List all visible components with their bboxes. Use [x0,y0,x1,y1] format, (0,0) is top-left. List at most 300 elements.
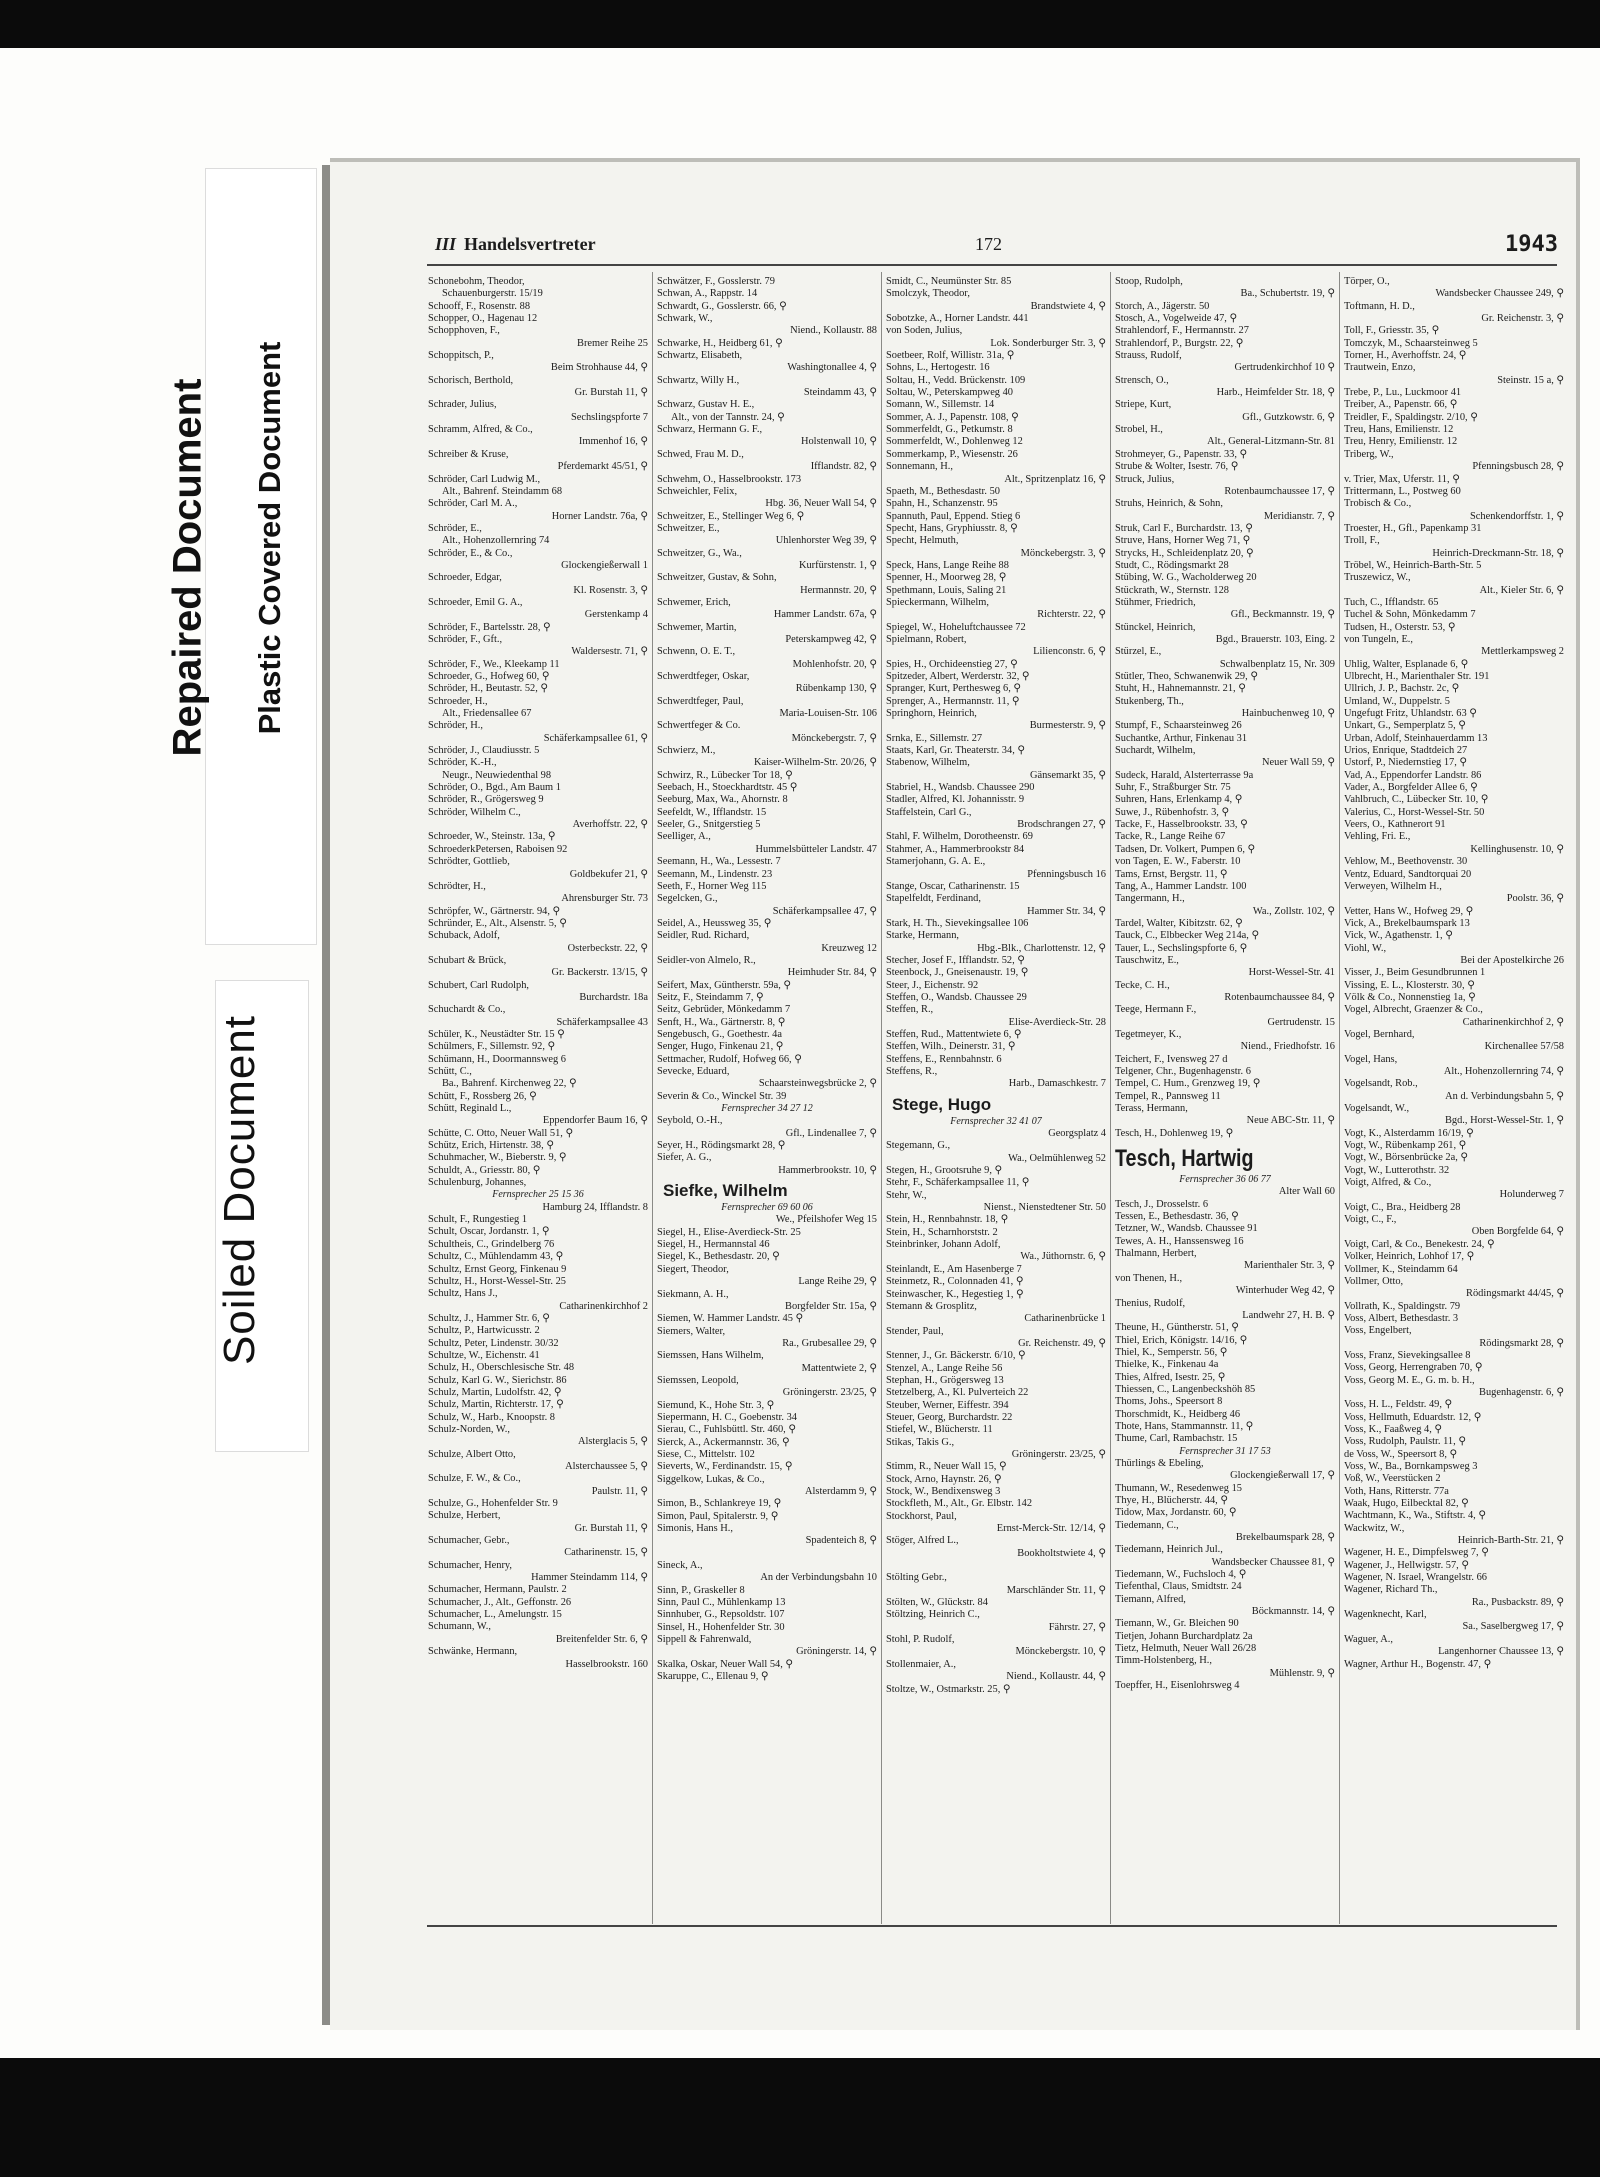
directory-entry-line: Tomczyk, M., Schaarsteinweg 5 [1344,337,1478,349]
directory-entry-line: Schröpfer, W., Gärtnerstr. 94, ⚲ [428,905,561,917]
directory-entry-line: Hasselbrookstr. 160 [565,1658,648,1670]
directory-entry-line: Alt., Spritzenplatz 16, ⚲ [1004,473,1106,485]
directory-entry-line: Schultz, H., Horst-Wessel-Str. 25 [428,1275,566,1287]
directory-entry-line: Stenzel, A., Lange Reihe 56 [886,1362,1003,1374]
directory-entry-line: Harb., Damaschkestr. 7 [1008,1078,1106,1090]
directory-entry-line: Springhorn, Heinrich, [886,708,977,720]
directory-entry-line: Hermannstr. 20, ⚲ [800,584,877,596]
directory-entry-line: Thalmann, Herbert, [1115,1248,1197,1260]
directory-entry-line: Hammer Landstr. 67a, ⚲ [773,609,877,621]
directory-entry-line: Gr. Reichenstr. 49, ⚲ [1018,1337,1106,1349]
directory-entry-line: Torner, H., Averhoffstr. 24, ⚲ [1344,350,1467,362]
directory-entry-line: Seyer, H., Rödingsmarkt 28, ⚲ [657,1140,786,1152]
directory-entry-line: Strube & Wolter, Isestr. 76, ⚲ [1115,461,1239,473]
directory-entry-line: Vogel, Albrecht, Graenzer & Co., [1344,1004,1483,1016]
directory-entry-line: Stegen, H., Grootsruhe 9, ⚲ [886,1165,1003,1177]
directory-entry-line: Seeler, G., Snitgerstieg 5 [657,819,761,831]
directory-entry-line: Schultz, Hans J., [428,1288,498,1300]
directory-entry-line: Immenhof 16, ⚲ [578,436,648,448]
directory-entry-line: Langenhorner Chaussee 13, ⚲ [1438,1646,1564,1658]
directory-entry-line: Alsterchaussee 5, ⚲ [565,1461,648,1472]
directory-entry-line: Schwemer, Martin, [657,621,737,633]
directory-entry-line: Brandstwiete 4, ⚲ [1030,300,1106,312]
directory-entry-line: Stühmer, Friedrich, [1115,596,1196,608]
directory-entry-line: Wa., Oelmühlenweg 52 [1008,1152,1106,1164]
directory-entry-line: Stegemann, G., [886,1140,951,1152]
directory-entry-line: Vogt, W., Rübenkamp 261, ⚲ [1344,1140,1467,1152]
directory-entry-line: Stehr, F., Schäferkampsallee 11, ⚲ [886,1177,1030,1189]
directory-entry-line: Skalka, Oskar, Neuer Wall 54, ⚲ [657,1658,794,1670]
directory-entry-line: Sobotzke, A., Horner Landstr. 441 [886,313,1029,325]
directory-entry-line: Tiemann, W., Gr. Bleichen 90 [1115,1618,1239,1630]
directory-entry-line: Averhoffstr. 22, ⚲ [572,819,648,831]
directory-entry-line: Georgsplatz 4 [1048,1128,1106,1140]
directory-entry-line: Schümann, H., Doormannsweg 6 [428,1053,566,1065]
directory-entry-line: Schopper, O., Hagenau 12 [428,313,538,325]
directory-entry-line: Gröningerstr. 23/25, ⚲ [1011,1448,1106,1460]
directory-entry-line: Gfl., Beckmannstr. 19, ⚲ [1230,609,1335,621]
directory-entry-line: Siese, C., Mittelstr. 102 [657,1448,755,1460]
directory-entry-line: Teichert, F., Ivensweg 27 d [1115,1053,1228,1065]
directory-entry-line: An der Verbindungsbahn 10 [760,1572,877,1584]
directory-entry-line: Spethmann, Louis, Saling 21 [886,584,1007,596]
directory-entry-line: Ahrensburger Str. 73 [561,893,648,905]
directory-entry-line: Hammer Str. 34, ⚲ [1027,905,1106,917]
directory-entry-line: Schuhmacher, W., Bieberstr. 9, ⚲ [428,1152,567,1164]
directory-entry-line: Smolczyk, Theodor, [886,288,970,300]
directory-entry-line: Schroeder, G., Hofweg 60, ⚲ [428,671,550,682]
directory-entry-line: Schülmers, F., Sillemstr. 92, ⚲ [428,1041,556,1053]
directory-entry-line: Stübing, W. G., Wacholderweg 20 [1115,572,1257,584]
directory-entry-line: Strauss, Rudolf, [1115,350,1182,362]
directory-entry-line: Stamerjohann, G. A. E., [886,856,986,868]
directory-entry-line: SchroederkPetersen, Raboisen 92 [428,843,568,855]
directory-entry-line: Suhr, F., Straßburger Str. 75 [1115,782,1231,794]
directory-entry-line: Stabriel, H., Wandsb. Chaussee 290 [886,782,1035,794]
directory-entry-line: Neuer Wall 59, ⚲ [1262,757,1335,769]
directory-entry-line: Schramm, Alfred, & Co., [428,424,533,436]
directory-entry-line: Sineck, A., [657,1560,703,1572]
directory-entry-line: Specht, Hans, Gryphiusstr. 8, ⚲ [886,522,1018,534]
directory-entry-line: Spielmann, Robert, [886,633,967,645]
directory-entry-line: Richterstr. 22, ⚲ [1037,609,1106,621]
directory-entry-line: Thume, Carl, Rambachstr. 15 [1115,1433,1238,1445]
directory-entry-line: Schulz, Karl G. W., Sierichstr. 86 [428,1374,567,1386]
directory-entry-line: Wagner, Arthur H., Bogenstr. 47, ⚲ [1344,1658,1492,1670]
directory-entry-line: Ba., Bahrenf. Kirchenweg 22, ⚲ [442,1078,577,1090]
directory-entry-line: Voss, Engelbert, [1344,1325,1412,1337]
directory-entry-line: Seidler-von Almelo, R., [657,954,756,966]
directory-entry-line: Steinlandt, E., Am Hasenberge 7 [886,1263,1022,1275]
directory-entry-line: Alt., von der Tannstr. 24, ⚲ [671,411,785,423]
directory-entry-line: Tempel, C. Hum., Grenzweg 19, ⚲ [1115,1078,1261,1090]
directory-entry-line: Severin & Co., Winckel Str. 39 [657,1090,787,1102]
directory-entry-line: Tams, Ernst, Bergstr. 11, ⚲ [1115,868,1228,880]
directory-entry-line: Siemers, Walter, [657,1325,726,1337]
directory-entry-line: Schröder, H., Beutastr. 52, ⚲ [428,683,549,695]
directory-entry-line: Schorisch, Berthold, [428,374,514,386]
directory-entry-line: Wandsbecker Chaussee 81, ⚲ [1211,1556,1335,1568]
directory-entry-line: Stehr, W., [886,1189,927,1201]
directory-entry-line: Horner Landstr. 76a, ⚲ [551,510,648,522]
directory-entry-line: Schaarsteinwegsbrücke 2, ⚲ [758,1078,877,1090]
directory-entry-line: Kl. Rosenstr. 3, ⚲ [573,584,648,596]
directory-entry-line: Bookholtstwiete 4, ⚲ [1017,1547,1106,1559]
directory-entry-line: Schröder, Carl M. A., [428,498,518,510]
directory-entry-line: Schweitzer, E., Stellinger Weg 6, ⚲ [657,510,805,522]
directory-entry-line: Schulz, Martin, Ludolfstr. 42, ⚲ [428,1386,562,1398]
directory-entry-line: Alsterdamm 9, ⚲ [805,1486,877,1497]
directory-entry-line: Steer, J., Eichenstr. 92 [886,979,979,991]
directory-entry-line: Spieckermann, Wilhelm, [886,596,989,608]
directory-entry-line: Steffen, Wilh., Deinerstr. 31, ⚲ [886,1041,1016,1053]
directory-entry-line: Sengebusch, G., Goethestr. 4a [657,1028,782,1040]
directory-entry-line: Schwenn, O. E. T., [657,646,736,658]
directory-entry-line: Stollenmaier, A., [886,1658,956,1670]
directory-entry-line: Alt., Hohenzollernring 74 [442,535,550,547]
directory-entry-line: Schütz, Erich, Hirtenstr. 38, ⚲ [428,1140,554,1152]
directory-entry-line: Vahlbruch, C., Lübecker Str. 10, ⚲ [1344,794,1489,806]
directory-entry-line: Schwertfeger & Co. [657,720,741,732]
directory-entry-line: Glockengießerwall 1 [561,559,648,571]
directory-entry-line: Stein, H., Rennbahnstr. 18, ⚲ [886,1214,1009,1226]
directory-entry-line: Spies, H., Orchideenstieg 27, ⚲ [886,658,1018,670]
directory-entry-line: Stöger, Alfred L., [886,1535,959,1547]
directory-entry-line: Winterhuder Weg 42, ⚲ [1235,1285,1335,1297]
directory-entry-line: Seemann, M., Lindenstr. 23 [657,868,773,880]
directory-entry-line: Schäferkampsallee 43 [556,1016,648,1028]
directory-entry-line: Waak, Hugo, Eilbecktal 82, ⚲ [1344,1498,1469,1510]
footer-rule [427,1925,1557,1927]
directory-entry-line: Sudeck, Harald, Alsterterrasse 9a [1115,769,1254,781]
directory-entry-line: Beim Strohhause 44, ⚲ [550,362,648,374]
directory-entry-line: Peterskampweg 42, ⚲ [785,633,877,645]
directory-entry-line: Goldbekufer 21, ⚲ [569,868,648,880]
directory-entry-line: Schulenburg, Johannes, [428,1177,527,1189]
telephone-line: Fernsprecher 36 06 77 [1179,1174,1271,1186]
directory-entry-line: Ifflandstr. 82, ⚲ [810,461,877,473]
directory-entry-line: Thye, H., Blücherstr. 44, ⚲ [1115,1495,1228,1506]
column-divider [652,272,653,1924]
directory-entry-line: Stenner, J., Gr. Bäckerstr. 6/10, ⚲ [886,1350,1026,1362]
directory-entry-line: Schulze, Albert Otto, [428,1448,516,1460]
telephone-line: Fernsprecher 32 41 07 [950,1115,1042,1127]
directory-entry-line: Volker, Heinrich, Lohhof 17, ⚲ [1344,1251,1475,1263]
directory-entry-line: Wa., Jüthornstr. 6, ⚲ [1020,1251,1106,1263]
directory-entry-line: Voss, Franz, Sievekingsallee 8 [1344,1349,1471,1361]
directory-entry-line: Stöltzing, Heinrich C., [886,1609,980,1621]
directory-entry-line: Bugenhagenstr. 6, ⚲ [1479,1386,1564,1398]
directory-entry-line: Seefeldt, W., Ifflandstr. 15 [657,806,767,818]
directory-entry-line: Wagener, H. E., Dimpfelsweg 7, ⚲ [1344,1547,1489,1559]
directory-entry-line: Kellinghusenstr. 10, ⚲ [1470,843,1564,855]
directory-entry-line: Spranger, Kurt, Perthesweg 6, ⚲ [886,683,1022,695]
directory-entry-line: Sommerfeldt, G., Petkumstr. 8 [886,424,1013,436]
directory-entry-line: Simon, Paul, Spitalerstr. 9, ⚲ [657,1510,779,1522]
section-title: Handelsvertreter [464,234,596,254]
directory-entry-line: Stabenow, Wilhelm, [886,757,970,769]
directory-entry-line: Schulz, Martin, Richterstr. 17, ⚲ [428,1399,564,1411]
directory-entry-line: Vollmer, K., Steindamm 64 [1344,1263,1458,1275]
directory-entry-line: Trobisch & Co., [1344,498,1412,510]
directory-entry-line: Vissing, E. L., Klosterstr. 30, ⚲ [1344,979,1475,991]
directory-entry-line: Steffens, E., Rennbahnstr. 6 [886,1053,1002,1065]
directory-entry-line: Rotenbaumchaussee 84, ⚲ [1224,991,1335,1003]
directory-entry-line: Schulze, F. W., & Co., [428,1473,521,1485]
directory-entry-line: Schwänke, Hermann, [428,1646,518,1658]
directory-entry-line: Strohmeyer, G., Papenstr. 33, ⚲ [1115,448,1248,460]
directory-entry-line: Kreuzweg 12 [821,942,877,954]
directory-entry-line: Sinnhuber, G., Repsoldstr. 107 [657,1609,785,1621]
directory-entry-line: Lok. Sonderburger Str. 3, ⚲ [990,337,1106,349]
directory-entry-line: Seitz, Gebrüder, Mönkedamm 7 [657,1004,791,1016]
directory-entry-line [886,1560,1106,1572]
directory-entry-line: Schröder, H., [428,720,483,732]
directory-entry-line: Gröningerstr. 14, ⚲ [796,1646,877,1658]
directory-entry-line: Thorschmidt, K., Heidberg 46 [1115,1408,1241,1420]
directory-entry-line: Neue ABC-Str. 11, ⚲ [1246,1115,1335,1127]
directory-entry-line: Schumacher, J., Alt., Geffonstr. 26 [428,1596,572,1608]
directory-entry-line: Staats, Karl, Gr. Theaterstr. 34, ⚲ [886,745,1026,757]
directory-entry-line: Schwarz, Hermann G. F., [657,424,763,436]
directory-entry-line: Schenkendorffstr. 1, ⚲ [1470,510,1564,522]
directory-entry-line: Schopphoven, F., [428,325,500,337]
directory-entry-line: Spahn, H., Schanzenstr. 95 [886,498,998,510]
directory-entry-line: Schroeder, Emil G. A., [428,596,523,608]
directory-entry-line: Tiedemann, Heinrich Jul., [1115,1544,1223,1556]
directory-entry-line: Thenius, Rudolf, [1115,1297,1186,1309]
directory-entry-line: Senft, H., Wa., Gärtnerstr. 8, ⚲ [657,1016,786,1028]
directory-entry-line: Stock, Arno, Haynstr. 26, ⚲ [886,1473,1002,1485]
directory-entry-line: Niend., Kollaustr. 88 [790,325,877,337]
directory-entry-line: Maria-Louisen-Str. 106 [779,708,877,720]
directory-entry-line: Seebach, H., Stoeckhardtstr. 45 ⚲ [657,782,798,794]
directory-entry-line: Simonis, Hans H., [657,1523,733,1535]
directory-entry-line: Schwartz, Elisabeth, [657,350,743,362]
directory-entry-line: Tewes, A. H., Hanssensweg 16 [1115,1235,1244,1247]
directory-entry-line: Siegel, H., Elise-Averdieck-Str. 25 [657,1226,801,1238]
directory-entry-line: Waldersestr. 71, ⚲ [571,646,648,658]
directory-entry-line: Wandsbecker Chaussee 249, ⚲ [1435,288,1564,300]
directory-entry-line: Vad, A., Eppendorfer Landstr. 86 [1344,769,1482,781]
directory-entry-line: Hamburg 24, Ifflandstr. 8 [542,1201,648,1213]
directory-entry-line: Thielke, K., Finkenau 4a [1115,1359,1219,1371]
directory-entry-line: Voigt, Carl, & Co., Benekestr. 24, ⚲ [1344,1238,1495,1250]
telephone-line: Fernsprecher 34 27 12 [721,1103,813,1115]
directory-entry-line: Bgd., Horst-Wessel-Str. 1, ⚲ [1444,1115,1564,1127]
directory-entry-line: Triberg, W., [1344,448,1394,460]
directory-entry-line: Sechslingspforte 7 [570,411,648,423]
soiled-document-label: Soiled Document [215,1014,264,1366]
directory-entry-line [657,1548,877,1560]
directory-entry-line: Schultz, Peter, Lindenstr. 30/32 [428,1337,559,1349]
directory-entry-line: Alter Wall 60 [1278,1186,1335,1198]
directory-entry-line: Truszewicz, W., [1344,572,1411,584]
directory-entry-line: Schröder, E., & Co., [428,547,513,559]
directory-entry-line: Vogt, W., Lutterothstr. 32 [1344,1164,1450,1176]
directory-entry-line: Struve, Hans, Horner Weg 71, ⚲ [1115,535,1251,547]
directory-entry-line: Stockfleth, M., Alt., Gr. Elbstr. 142 [886,1498,1033,1510]
directory-entry-line: Stahmer, A., Hammerbrookstr 84 [886,843,1025,855]
directory-entry-line: Hammer Steindamm 114, ⚲ [531,1572,648,1584]
directory-entry-line: Schäferkampsallee 61, ⚲ [543,732,648,744]
directory-entry-line: Senger, Hugo, Finkenau 21, ⚲ [657,1041,784,1053]
directory-entry-line: Steuer, Georg, Burchardstr. 22 [886,1411,1013,1423]
directory-entry-line: Stünckel, Heinrich, [1115,621,1196,633]
directory-entry-line: Siepermann, H. C., Goebenstr. 34 [657,1411,797,1423]
directory-entry-line: Seeburg, Max, Wa., Ahornstr. 8 [657,794,788,806]
telephone-line: Fernsprecher 69 60 06 [721,1202,813,1214]
directory-entry-line: Schweitzer, E., [657,522,720,534]
directory-entry-line: Seelliger, A., [657,831,711,843]
directory-entry-line: Schwierz, M., [657,745,716,757]
directory-column-2 [657,276,877,1921]
directory-entry-line: von Tagen, E. W., Faberstr. 10 [1115,856,1241,868]
directory-entry-line: Schumacher, Gebr., [428,1535,510,1547]
directory-entry-line: Holunderweg 7 [1499,1189,1564,1201]
directory-entry-line: Alt., Friedensallee 67 [442,708,532,720]
directory-entry-line: Catharinenkirchhof 2, ⚲ [1462,1016,1564,1028]
directory-entry-line: Tiedemann, W., Fuchsloch 4, ⚲ [1115,1569,1247,1581]
column-divider [1110,272,1111,1924]
directory-entry-line: Holstenwall 10, ⚲ [800,436,877,448]
directory-entry-line: Wagener, N. Israel, Wrangelstr. 66 [1344,1572,1487,1584]
directory-entry-line: Alt., Bahrenf. Steindamm 68 [442,485,563,497]
directory-entry-line: von Tungeln, E., [1344,633,1413,645]
directory-entry-line: Sommer, A. J., Papenstr. 108, ⚲ [886,411,1019,423]
directory-entry-line: Wackwitz, W., [1344,1522,1405,1534]
directory-entry-line: Bgd., Brauerstr. 103, Eing. 2 [1215,633,1335,645]
directory-entry-line: Stosch, A., Vogelweide 47, ⚲ [1115,313,1238,325]
directory-entry-line: Voss, Georg M. E., G. m. b. H., [1344,1374,1475,1386]
directory-entry-line: Theune, H., Güntherstr. 51, ⚲ [1115,1322,1239,1334]
directory-entry-line: Striepe, Kurt, [1115,399,1172,411]
directory-entry-line: Siefer, A. G., [657,1152,712,1164]
directory-entry-line: Tiedemann, C., [1115,1519,1179,1531]
telephone-line: Fernsprecher 25 15 36 [492,1189,584,1201]
directory-entry-line: Ra., Grubesallee 29, ⚲ [782,1337,877,1349]
directory-entry-line: Stürzel, E., [1115,646,1162,658]
directory-entry-line: Uhlig, Walter, Esplanade 6, ⚲ [1344,658,1469,670]
directory-entry-line: Ulbrecht, H., Marienthaler Str. 191 [1344,671,1490,682]
directory-entry-line: Rotenbaumchaussee 17, ⚲ [1224,485,1335,497]
directory-entry-line: Böckmannstr. 14, ⚲ [1251,1606,1335,1618]
column-divider [881,272,882,1924]
directory-entry-line: Stender, Paul, [886,1325,944,1337]
directory-entry-line: Voss, Rudolph, Paulstr. 11, ⚲ [1344,1436,1466,1448]
directory-entry-line: Schonebohm, Theodor, [428,276,525,287]
directory-entry-line: Brodschrangen 27, ⚲ [1017,819,1106,831]
directory-entry-line: Bei der Apostelkirche 26 [1460,954,1564,966]
directory-entry-line: Schwehm, O., Hasselbrookstr. 173 [657,473,802,485]
header-rule [427,264,1557,266]
directory-entry-line: Treu, Hans, Emilienstr. 12 [1344,424,1454,436]
directory-entry-line: Schütt, F., Rossberg 26, ⚲ [428,1090,537,1102]
directory-entry-line: Mohlenhofstr. 20, ⚲ [792,658,877,670]
directory-entry-line: Gertrudenkirchhof 10 ⚲ [1234,362,1335,374]
directory-entry-line: Steffens, R., [886,1066,938,1077]
directory-entry-line: Sevecke, Eduard, [657,1066,730,1077]
directory-entry-line: Alt., Kieler Str. 6, ⚲ [1479,584,1564,596]
directory-entry-line: Breitenfelder Str. 6, ⚲ [555,1633,648,1645]
directory-entry-line: Schröder, K.-H., [428,757,497,769]
directory-entry-line: Gr. Reichenstr. 3, ⚲ [1481,313,1564,325]
directory-entry-line: Schütt, Reginald L., [428,1103,512,1115]
directory-entry-line: Schumann, W., [428,1621,491,1633]
directory-entry-line: Suwe, J., Rübenhofstr. 3, ⚲ [1115,806,1230,818]
directory-entry-line: Catharinenbrücke 1 [1024,1313,1106,1325]
directory-entry-line: Eppendorfer Baum 16, ⚲ [542,1115,648,1127]
directory-entry-line: Strycks, H., Schleidenplatz 20, ⚲ [1115,547,1254,559]
directory-column-4 [1115,276,1335,1921]
directory-entry-line: Oben Borgfelde 64, ⚲ [1471,1226,1564,1238]
directory-entry-line: Stetzelberg, A., Kl. Pulverteich 22 [886,1387,1029,1399]
directory-entry-line: Horst-Wessel-Str. 41 [1248,967,1335,979]
directory-entry-line: Alsterglacis 5, ⚲ [577,1436,648,1448]
directory-entry-line: Trebe, P., Lu., Luckmoor 41 [1344,387,1462,399]
directory-entry-line: Strahlendorf, P., Burgstr. 22, ⚲ [1115,337,1244,349]
directory-entry-line: Siggelkow, Lukas, & Co., [657,1473,765,1485]
directory-entry-line: Tempel, R., Pannsweg 11 [1115,1090,1221,1102]
directory-entry-line: Schrader, Julius, [428,399,497,411]
directory-entry-line: Tesch, J., Drosselstr. 6 [1115,1198,1209,1210]
directory-entry-line: Tauck, C., Elbbecker Weg 214a, ⚲ [1115,930,1260,942]
directory-entry-line: Soetbeer, Rolf, Willistr. 31a, ⚲ [886,350,1015,362]
directory-entry-line: Osterbeckstr. 22, ⚲ [567,942,648,954]
directory-page [425,232,1564,1947]
directory-entry-line: Steenbock, J., Gneisenaustr. 19, ⚲ [886,967,1029,979]
directory-entry-line: Ullrich, J. P., Bachstr. 2c, ⚲ [1344,683,1460,695]
directory-entry-line: Kurfürstenstr. 1, ⚲ [798,559,877,571]
directory-entry-line: Sinn, P., Graskeller 8 [657,1584,745,1596]
directory-entry-line: Vogel, Hans, [1344,1053,1398,1065]
directory-entry-line: Struk, Carl F., Burchardstr. 13, ⚲ [1115,522,1253,534]
directory-entry-line: Schröder, J., Claudiusstr. 5 [428,745,540,757]
directory-entry-line: Schröder, Wilhelm C., [428,806,521,818]
directory-entry-line: Neugr., Neuwiedenthal 98 [442,769,552,781]
directory-entry-line: Stölten, W., Glückstr. 84 [886,1597,988,1609]
directory-entry-line: Ustorf, P., Niedernstieg 17, ⚲ [1344,757,1468,769]
column-divider [1339,272,1340,1924]
directory-entry-line: Schrödter, Gottlieb, [428,856,510,868]
directory-entry-line: Settmacher, Rudolf, Hofweg 66, ⚲ [657,1053,802,1065]
directory-entry-line: Gfl., Gutzkowstr. 6, ⚲ [1242,411,1335,423]
directory-entry-line: Tuchel & Sohn, Mönkedamm 7 [1344,609,1476,621]
directory-entry-line: Visser, J., Beim Gesundbrunnen 1 [1344,967,1486,979]
directory-entry-line: Studt, C., Rödingsmarkt 28 [1115,559,1229,571]
directory-entry-line: Stölting Gebr., [886,1572,947,1584]
directory-entry-line: Simon, B., Schlankreye 19, ⚲ [657,1498,782,1510]
directory-entry-line: Schütte, C. Otto, Neuer Wall 51, ⚲ [428,1127,574,1139]
directory-entry-line: Landwehr 27, H. B. ⚲ [1242,1309,1335,1321]
directory-entry-line: Elise-Averdieck-Str. 28 [1008,1016,1106,1028]
directory-entry-line: Vader, A., Borgfelder Allee 6, ⚲ [1344,782,1478,794]
directory-entry-line: Seybold, O.-H., [657,1115,723,1127]
directory-entry-line: Siemssen, Hans Wilhelm, [657,1350,764,1362]
directory-entry-line: Stuht, H., Hahnemannstr. 21, ⚲ [1115,683,1246,695]
scan-border-top [0,0,1600,48]
directory-entry-line: Sierau, C., Fuhlsbüttl. Str. 460, ⚲ [657,1424,796,1436]
directory-entry-line: Hummelsbütteler Landstr. 47 [755,843,877,855]
directory-entry-line: Siemund, K., Hohe Str. 3, ⚲ [657,1399,775,1411]
directory-entry-line: Vollrath, K., Spaldingstr. 79 [1344,1300,1461,1312]
directory-entry-line: Thote, Hans, Stammannstr. 11, ⚲ [1115,1420,1254,1432]
directory-entry-line: Burchardstr. 18a [579,991,648,1003]
directory-entry-line: Sommerkamp, P., Wiesenstr. 26 [886,448,1018,460]
directory-entry-line: Rübenkamp 130, ⚲ [795,683,877,695]
directory-entry-line: Heinrich-Dreckmann-Str. 18, ⚲ [1432,547,1564,559]
directory-entry-line: Mönckebergstr. 7, ⚲ [791,732,877,744]
